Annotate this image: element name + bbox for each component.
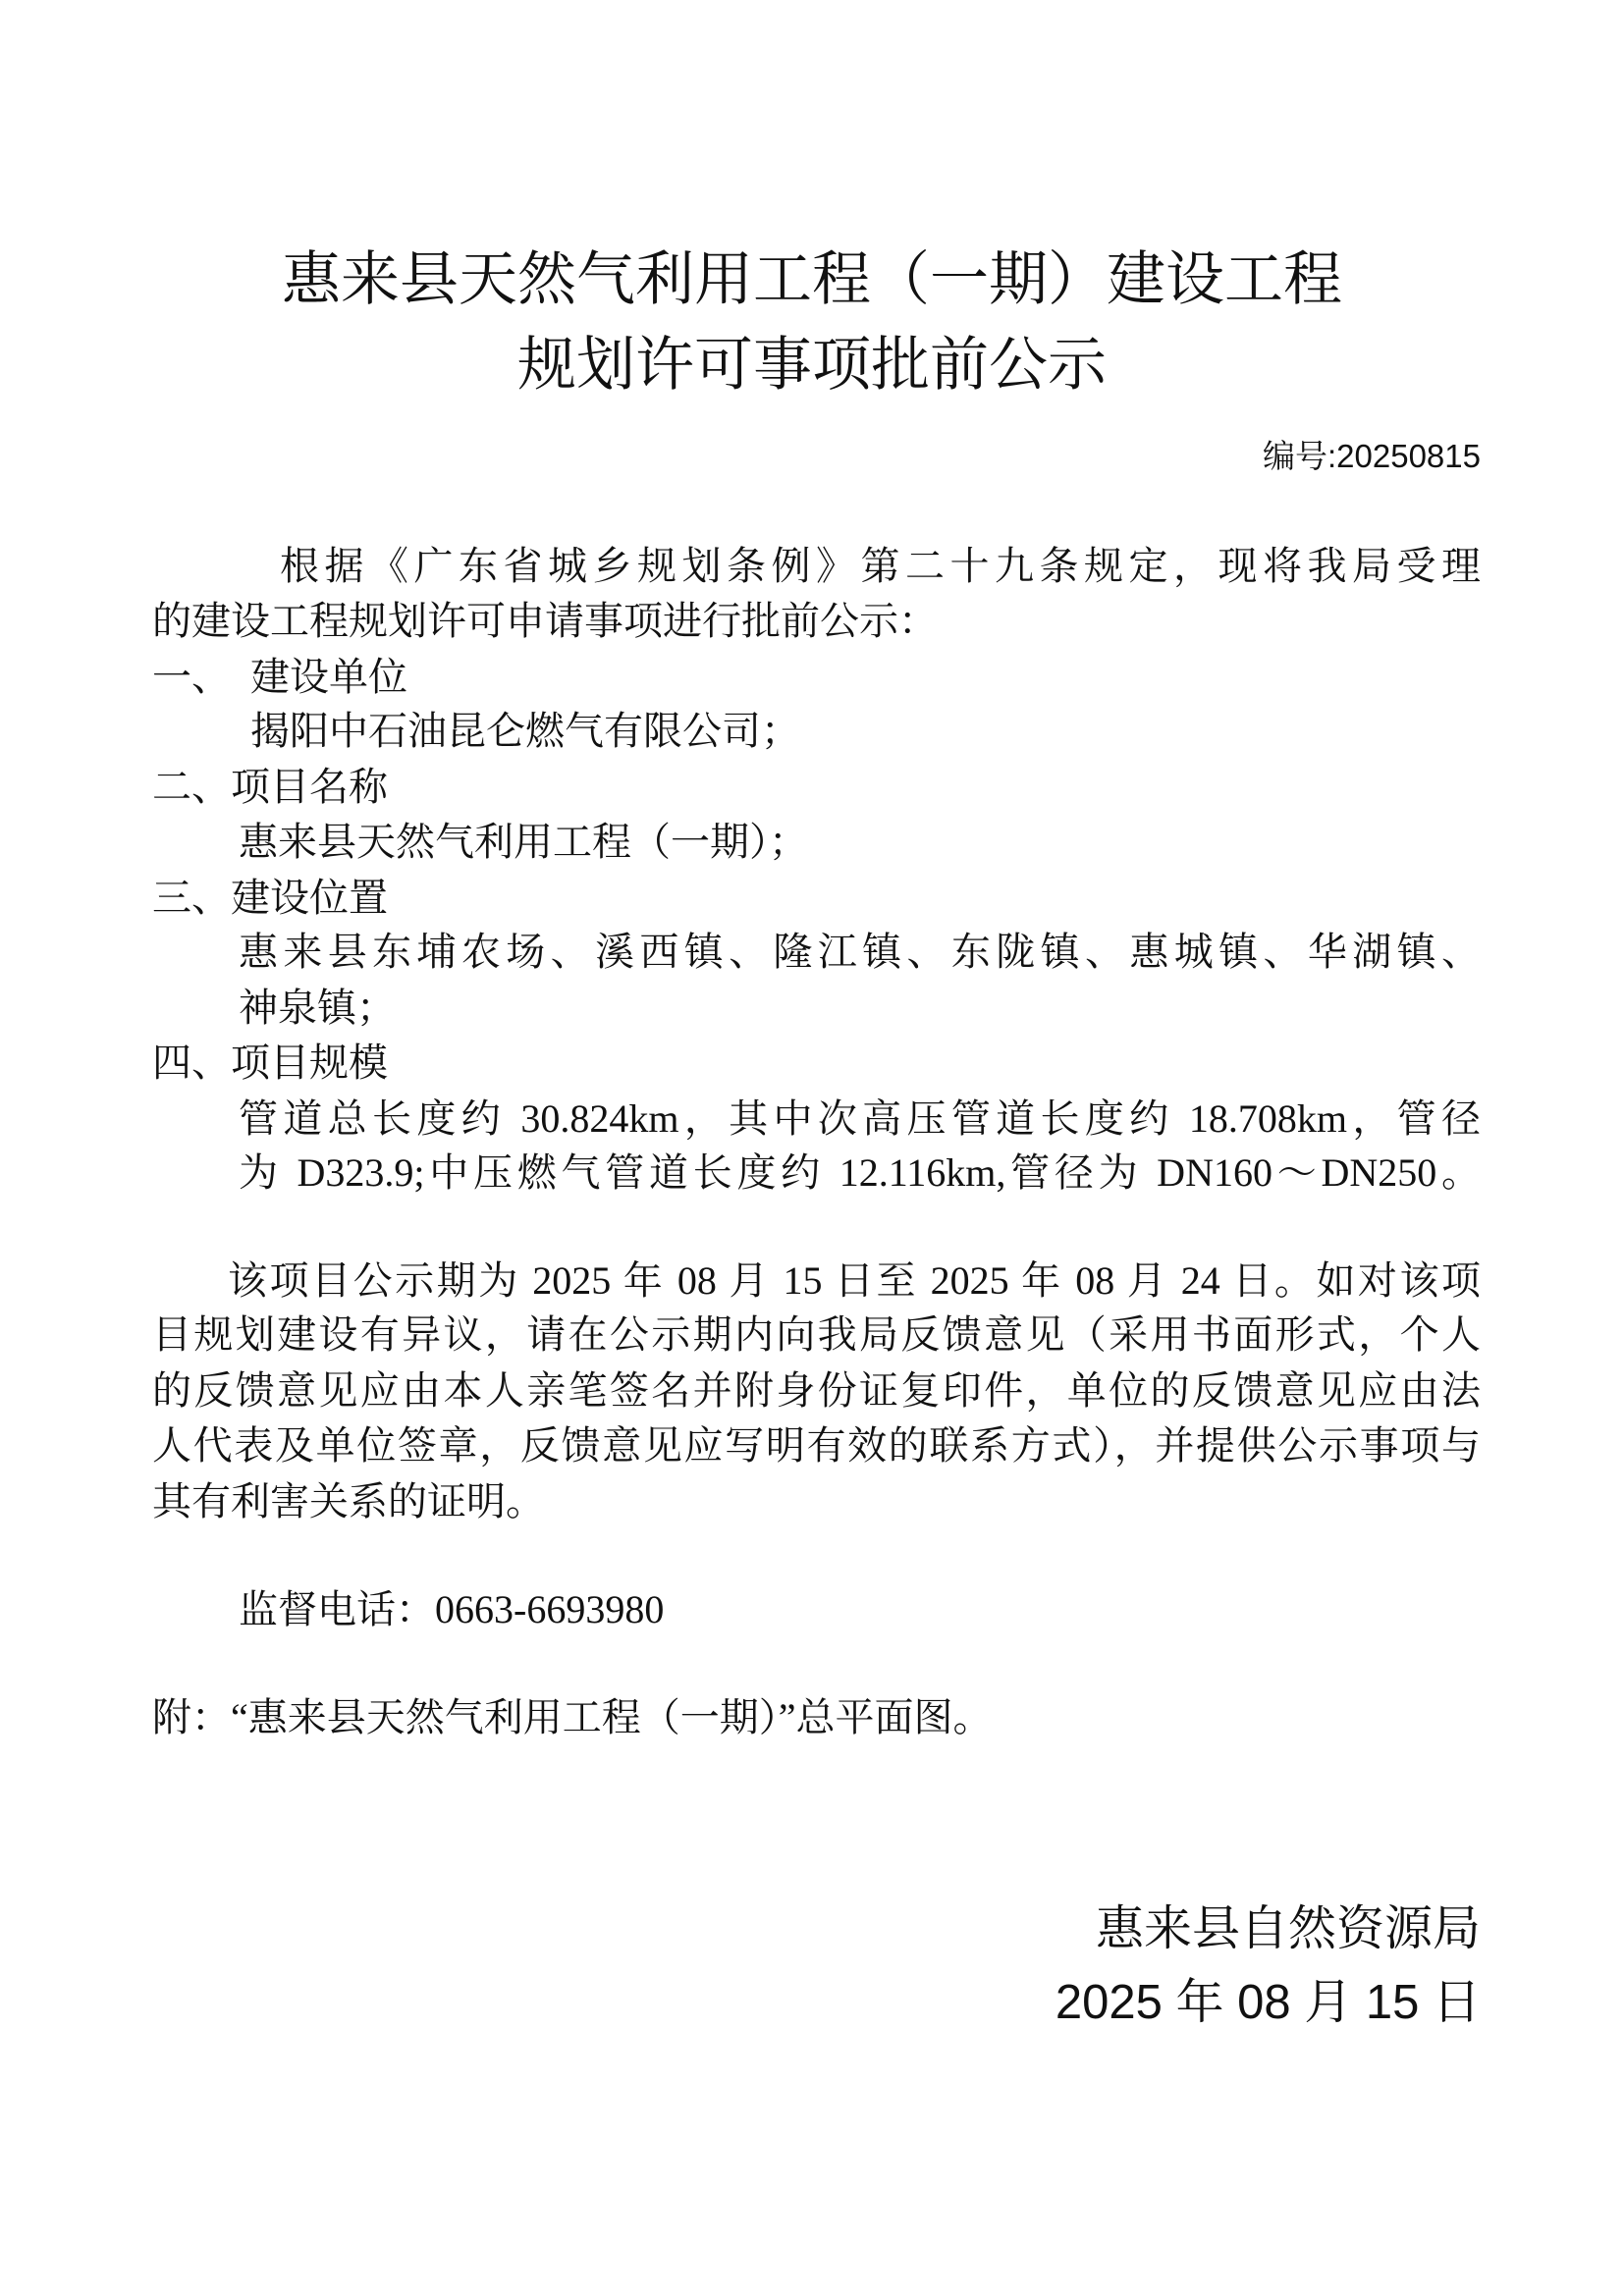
section-heading: 四、项目规模 [152, 1041, 388, 1085]
document-title-line-1: 惠来县天然气利用工程（一期）建设工程 [282, 247, 1342, 312]
section-content-line: 惠来县天然气利用工程（一期）； [239, 820, 808, 864]
section-content-line: 揭阳中石油昆仑燃气有限公司； [250, 709, 800, 753]
notice-line: 其有利害关系的证明。 [152, 1479, 545, 1523]
notice-line: 人代表及单位签章，反馈意见应写明有效的联系方式），并提供公示事项与 [152, 1423, 1481, 1468]
section-heading: 一、 建设单位 [152, 655, 407, 699]
section-heading: 三、建设位置 [152, 876, 388, 920]
notice-line: 目规划建设有异议，请在公示期内向我局反馈意见（采用书面形式，个人 [152, 1312, 1481, 1357]
document-number: 编号:20250815 [1263, 438, 1481, 474]
section-content-line: 惠来县东埔农场、溪西镇、隆江镇、东陇镇、惠城镇、华湖镇、 [239, 930, 1481, 974]
supervision-hotline: 监督电话：0663-6693980 [239, 1587, 665, 1631]
document-title-line-2: 规划许可事项批前公示 [517, 333, 1107, 398]
section-content-line: 为 D323.9;中压燃气管道长度约 12.116km,管径为 DN160～DN250。 [239, 1150, 1481, 1195]
section-content-line: 管道总长度约 30.824km，其中次高压管道长度约 18.708km，管径 [239, 1096, 1481, 1141]
intro-line: 根据《广东省城乡规划条例》第二十九条规定，现将我局受理 [280, 544, 1481, 588]
notice-line: 的反馈意见应由本人亲笔签名并附身份证复印件，单位的反馈意见应由法 [152, 1368, 1481, 1413]
attachment-note: 附：“惠来县天然气利用工程（一期）”总平面图。 [152, 1695, 993, 1739]
issuing-authority: 惠来县自然资源局 [1095, 1901, 1481, 1955]
notice-line: 该项目公示期为 2025 年 08 月 15 日至 2025 年 08 月 24 日。如对该项 [228, 1258, 1481, 1303]
section-heading: 二、项目名称 [152, 765, 388, 809]
intro-line: 的建设工程规划许可申请事项进行批前公示： [152, 599, 938, 643]
issue-date: 2025 年 08 月 15 日 [1055, 1976, 1481, 2029]
section-content-line: 神泉镇； [239, 986, 396, 1030]
